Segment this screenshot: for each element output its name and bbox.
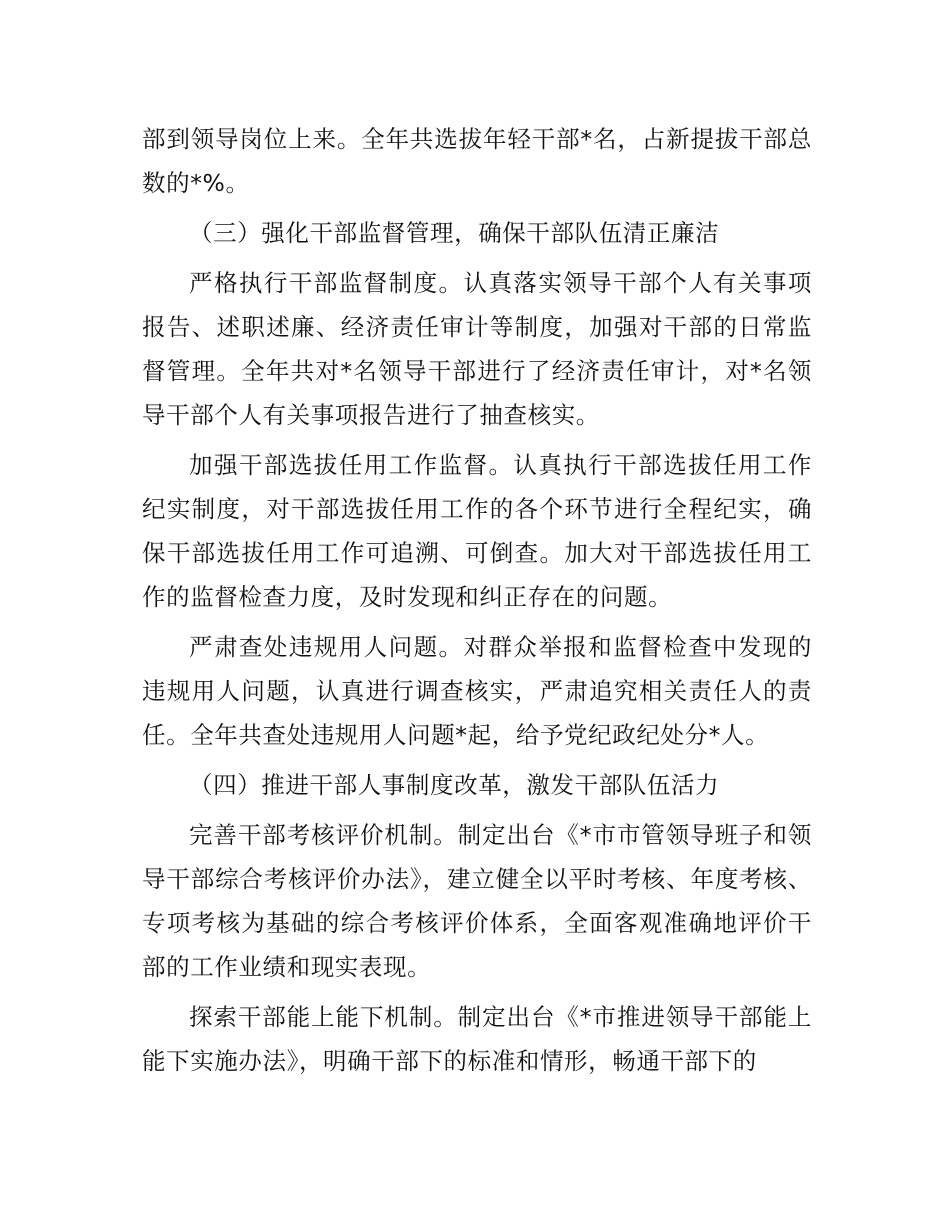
document-page — [142, 117, 812, 1089]
paragraph-violation-handling: 严肃查处违规用人问题。对群众举报和监督检查中发现的违规用人问题，认真进行调查核实，严肃追究相关责任人的责任。全年共查处违规用人问题*起，给予党纪政纪处分*人。 — [142, 633, 812, 749]
paragraph-up-down-mechanism: 探索干部能上能下机制。制定出台《*市推进领导干部能上能下实施办法》，明确干部下的标准和情形，畅通干部下的 — [142, 1003, 812, 1075]
paragraph-supervision-system: 严格执行干部监督制度。认真落实领导干部个人有关事项报告、述职述廉、经济责任审计等制度，加强对干部的日常监督管理。全年共对*名领导干部进行了经济责任审计，对*名领导干部个人有关事项报告进行了抽查核实。 — [142, 269, 812, 429]
paragraph-continuation: 部到领导岗位上来。全年共选拔年轻干部*名，占新提拔干部总数的*%。 — [142, 125, 812, 197]
section-heading-4: （四）推进干部人事制度改革，激发干部队伍活力 — [189, 771, 720, 799]
section-heading-3: （三）强化干部监督管理，确保干部队伍清正廉洁 — [189, 219, 720, 247]
paragraph-selection-supervision: 加强干部选拔任用工作监督。认真执行干部选拔任用工作纪实制度，对干部选拔任用工作的各个环节进行全程纪实，确保干部选拔任用工作可追溯、可倒查。加大对干部选拔任用工作的监督检查力度，及时发现和纠正存在的问题。 — [142, 451, 812, 611]
paragraph-evaluation-mechanism: 完善干部考核评价机制。制定出台《*市市管领导班子和领导干部综合考核评价办法》，建立健全以平时考核、年度考核、专项考核为基础的综合考核评价体系，全面客观准确地评价干部的工作业绩和现实表现。 — [142, 821, 812, 981]
